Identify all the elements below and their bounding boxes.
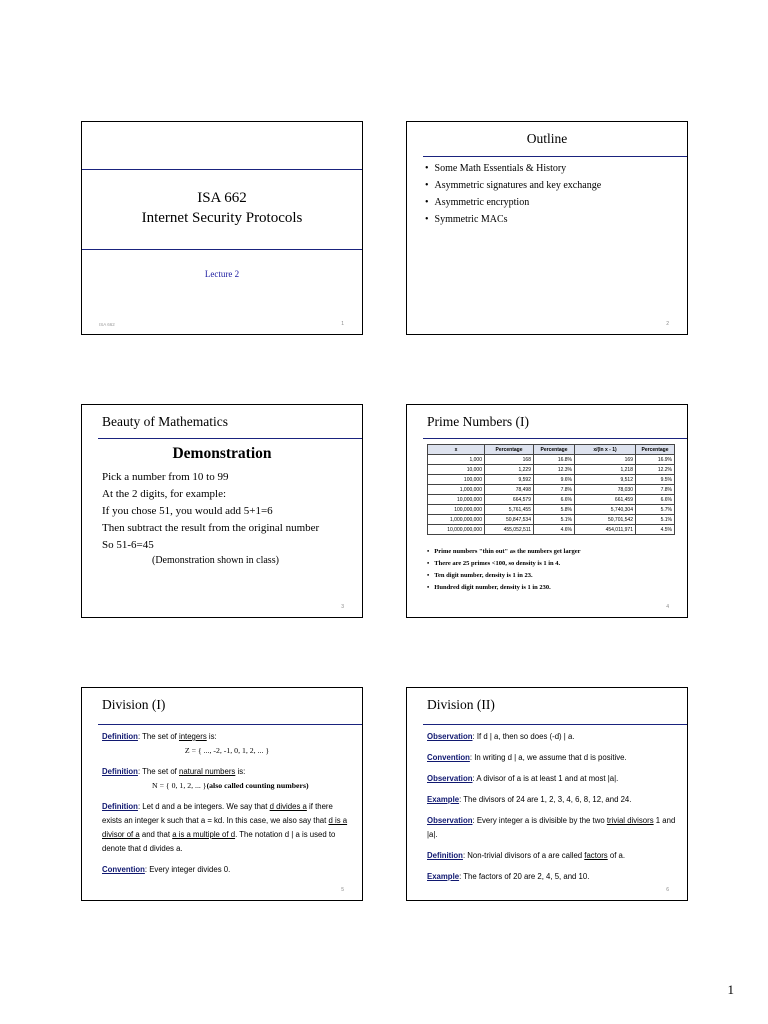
text: is: bbox=[206, 732, 217, 741]
text: : The set of bbox=[137, 767, 179, 776]
slide-1 bbox=[81, 121, 363, 335]
table-cell: 12.2% bbox=[636, 465, 675, 475]
table-cell: 16.9% bbox=[636, 455, 675, 465]
slide-number: 3 bbox=[341, 604, 344, 610]
table-cell: 5.8% bbox=[534, 505, 575, 515]
table-cell: 1,000 bbox=[428, 455, 485, 465]
table-cell: 5.1% bbox=[636, 515, 675, 525]
table-cell: 7.8% bbox=[534, 485, 575, 495]
keyword: Example bbox=[427, 872, 460, 881]
table-cell: 10,000,000,000 bbox=[428, 525, 485, 535]
column-header: Percentage bbox=[485, 445, 534, 455]
text-line: At the 2 digits, for example: bbox=[102, 488, 227, 500]
slide-2 bbox=[406, 121, 688, 335]
table-cell: 50,701,542 bbox=[575, 515, 636, 525]
text: : Let d and a be integers. We say that bbox=[137, 802, 270, 811]
keyword: Definition bbox=[427, 851, 463, 860]
set-notation: N = { 0, 1, 2, ... } bbox=[152, 781, 207, 790]
text: of a. bbox=[607, 851, 626, 860]
text: : Every integer a is divisible by the two bbox=[472, 816, 607, 825]
bullet-list bbox=[425, 160, 601, 228]
column-header: x bbox=[428, 445, 485, 455]
term: integers bbox=[178, 732, 207, 741]
table-cell: 9.6% bbox=[534, 475, 575, 485]
slide-title bbox=[82, 188, 362, 228]
table-cell: 664,579 bbox=[485, 495, 534, 505]
slide-body bbox=[427, 730, 677, 891]
term: d is a divisor of a bbox=[102, 816, 348, 839]
course-name: Internet Security Protocols bbox=[141, 210, 303, 226]
keyword: Definition bbox=[102, 767, 138, 776]
table-row bbox=[428, 495, 675, 505]
text: 1 and |a|. bbox=[427, 816, 676, 839]
prime-table bbox=[427, 444, 675, 535]
text: . The notation d | a is used to denote that d divides a. bbox=[102, 830, 336, 853]
divider bbox=[423, 438, 687, 439]
demo-heading: Demonstration bbox=[172, 445, 272, 462]
text-line: So 51-6=45 bbox=[102, 539, 154, 551]
table-cell: 6.6% bbox=[534, 495, 575, 505]
keyword: Convention bbox=[102, 865, 145, 874]
text: : In writing d | a, we assume that d is positive. bbox=[469, 753, 627, 762]
keyword: Observation bbox=[427, 816, 473, 825]
slide-5 bbox=[81, 687, 363, 901]
table-row bbox=[428, 475, 675, 485]
divider bbox=[98, 724, 362, 725]
slide-number: 2 bbox=[666, 321, 669, 327]
lecture-label: Lecture 2 bbox=[204, 269, 240, 279]
table-cell: 9,512 bbox=[575, 475, 636, 485]
table-cell: 9.5% bbox=[636, 475, 675, 485]
slide-body bbox=[102, 730, 352, 884]
table-cell: 1,229 bbox=[485, 465, 534, 475]
slide-3 bbox=[81, 404, 363, 618]
term: factors bbox=[584, 851, 608, 860]
divider bbox=[82, 249, 362, 250]
table-cell: 100,000,000 bbox=[428, 505, 485, 515]
text-line: Pick a number from 10 to 99 bbox=[102, 471, 229, 483]
table-cell: 169 bbox=[575, 455, 636, 465]
table-cell: 5,761,455 bbox=[485, 505, 534, 515]
table-row bbox=[428, 505, 675, 515]
slide-4 bbox=[406, 404, 688, 618]
text: : The factors of 20 are 2, 4, 5, and 10. bbox=[459, 872, 590, 881]
table-cell: 12.3% bbox=[534, 465, 575, 475]
table-cell: 78,498 bbox=[485, 485, 534, 495]
table-row bbox=[428, 455, 675, 465]
table-cell: 454,011,971 bbox=[575, 525, 636, 535]
keyword: Observation bbox=[427, 774, 473, 783]
demo-note: (Demonstration shown in class) bbox=[152, 555, 279, 566]
slide-title: Division (I) bbox=[102, 697, 166, 712]
demo-text bbox=[102, 469, 319, 554]
divider bbox=[423, 156, 687, 157]
column-header: Percentage bbox=[534, 445, 575, 455]
table-body bbox=[428, 455, 675, 535]
text: : The divisors of 24 are 1, 2, 3, 4, 6, 8, 12, and 24. bbox=[459, 795, 632, 804]
slide-title: Division (II) bbox=[427, 697, 495, 712]
slide-title: Beauty of Mathematics bbox=[102, 414, 228, 429]
text: : The set of bbox=[137, 732, 179, 741]
table-cell: 9,592 bbox=[485, 475, 534, 485]
page-number: 1 bbox=[727, 982, 734, 997]
table-cell: 168 bbox=[485, 455, 534, 465]
table-cell: 5,740,304 bbox=[575, 505, 636, 515]
column-header: x/(ln x - 1) bbox=[575, 445, 636, 455]
text-line: If you chose 51, you would add 5+1=6 bbox=[102, 505, 273, 517]
table-cell: 5.7% bbox=[636, 505, 675, 515]
table-cell: 78,030 bbox=[575, 485, 636, 495]
keyword: Example bbox=[427, 795, 460, 804]
table-cell: 7.8% bbox=[636, 485, 675, 495]
table-cell: 4.5% bbox=[636, 525, 675, 535]
keyword: Definition bbox=[102, 802, 138, 811]
table-cell: 100,000 bbox=[428, 475, 485, 485]
table-cell: 5.1% bbox=[534, 515, 575, 525]
list-item: • Asymmetric signatures and key exchange bbox=[425, 177, 601, 194]
keyword: Definition bbox=[102, 732, 138, 741]
slide-number: 4 bbox=[666, 604, 669, 610]
list-item: • There are 25 primes <100, so density is 1 in 4. bbox=[427, 558, 581, 570]
table-cell: 455,052,511 bbox=[485, 525, 534, 535]
text: : If d | a, then so does (-d) | a. bbox=[472, 732, 575, 741]
keyword: Observation bbox=[427, 732, 473, 741]
set-notation: Z = { ..., -2, -1, 0, 1, 2, ... } bbox=[184, 746, 270, 755]
list-item: • Some Math Essentials & History bbox=[425, 160, 601, 177]
table-row bbox=[428, 465, 675, 475]
table-row bbox=[428, 525, 675, 535]
slide-title: Outline bbox=[526, 131, 568, 146]
table-cell: 1,000,000,000 bbox=[428, 515, 485, 525]
table-cell: 4.6% bbox=[534, 525, 575, 535]
divider bbox=[98, 438, 362, 439]
table-cell: 10,000 bbox=[428, 465, 485, 475]
divider bbox=[82, 169, 362, 170]
table-row bbox=[428, 515, 675, 525]
table-cell: 50,847,534 bbox=[485, 515, 534, 525]
table-cell: 16.8% bbox=[534, 455, 575, 465]
slide-title: Prime Numbers (I) bbox=[427, 414, 529, 429]
slide-6 bbox=[406, 687, 688, 901]
list-item: • Hundred digit number, density is 1 in 230. bbox=[427, 582, 581, 594]
term: trivial divisors bbox=[606, 816, 654, 825]
table-cell: 1,000,000 bbox=[428, 485, 485, 495]
text: is: bbox=[235, 767, 246, 776]
text-line: Then subtract the result from the original number bbox=[102, 522, 320, 534]
slide-number: 1 bbox=[341, 321, 344, 327]
table-header-row bbox=[428, 445, 675, 455]
text: : Non-trivial divisors of a are called bbox=[462, 851, 585, 860]
text: and that bbox=[139, 830, 173, 839]
term: a is a multiple of d bbox=[172, 830, 236, 839]
table-cell: 10,000,000 bbox=[428, 495, 485, 505]
bullet-list bbox=[427, 546, 581, 594]
list-item: • Asymmetric encryption bbox=[425, 194, 601, 211]
course-code: ISA 662 bbox=[197, 190, 247, 206]
divider bbox=[423, 724, 687, 725]
text: if there exists an integer k such that a = kd. In this case, we also say that bbox=[102, 802, 333, 825]
keyword: Convention bbox=[427, 753, 470, 762]
slide-footer: ISA 662 bbox=[99, 322, 115, 327]
term: natural numbers bbox=[178, 767, 236, 776]
table-cell: 1,218 bbox=[575, 465, 636, 475]
slide-number: 5 bbox=[341, 887, 344, 893]
list-item: • Symmetric MACs bbox=[425, 211, 601, 228]
set-note: (also called counting numbers) bbox=[206, 781, 309, 790]
text: : Every integer divides 0. bbox=[144, 865, 231, 874]
column-header: Percentage bbox=[636, 445, 675, 455]
text: : A divisor of a is at least 1 and at most |a|. bbox=[472, 774, 619, 783]
table-cell: 6.6% bbox=[636, 495, 675, 505]
list-item: • Ten digit number, density is 1 in 23. bbox=[427, 570, 581, 582]
table-row bbox=[428, 485, 675, 495]
table-cell: 661,459 bbox=[575, 495, 636, 505]
term: d divides a bbox=[269, 802, 307, 811]
list-item: • Prime numbers "thin out" as the numbers get larger bbox=[427, 546, 581, 558]
slide-number: 6 bbox=[666, 887, 669, 893]
